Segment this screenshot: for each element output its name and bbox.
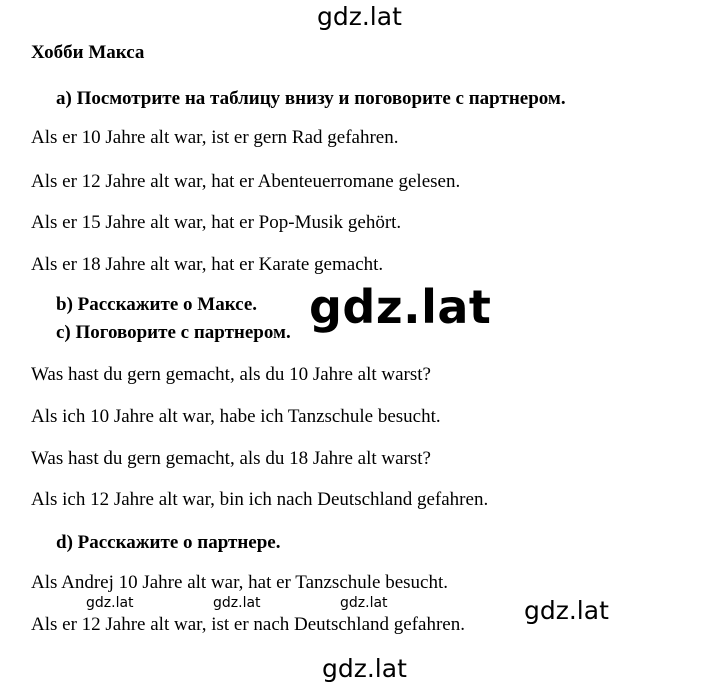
section-c-line: Als ich 10 Jahre alt war, habe ich Tanzschule besucht. [31, 406, 441, 427]
task-c-heading: c) Поговорите с партнером. [56, 322, 291, 343]
task-b-heading: b) Расскажите о Максе. [56, 294, 258, 315]
watermark-small: gdz.lat [213, 595, 261, 611]
section-c-line: Was hast du gern gemacht, als du 10 Jahre alt warst? [31, 364, 431, 385]
task-d-heading: d) Расскажите о партнере. [56, 532, 281, 553]
task-a-heading: а) Посмотрите на таблицу внизу и поговорите с партнером. [56, 88, 566, 109]
watermark-bottom: gdz.lat [322, 654, 407, 683]
watermark-small: gdz.lat [86, 595, 134, 611]
watermark-small: gdz.lat [340, 595, 388, 611]
section-d-line: Als er 12 Jahre alt war, ist er nach Deutschland gefahren. [31, 614, 465, 635]
section-d-line: Als Andrej 10 Jahre alt war, hat er Tanzschule besucht. [31, 572, 449, 593]
watermark-large: gdz.lat [309, 280, 492, 334]
watermark-top: gdz.lat [317, 2, 402, 31]
section-c-line: Als ich 12 Jahre alt war, bin ich nach Deutschland gefahren. [31, 489, 489, 510]
section-a-line: Als er 12 Jahre alt war, hat er Abenteuerromane gelesen. [31, 171, 461, 192]
section-a-line: Als er 18 Jahre alt war, hat er Karate gemacht. [31, 254, 384, 275]
page-title: Хобби Макса [31, 42, 145, 63]
section-a-line: Als er 15 Jahre alt war, hat er Pop-Musik gehört. [31, 212, 402, 233]
section-c-line: Was hast du gern gemacht, als du 18 Jahre alt warst? [31, 448, 431, 469]
section-a-line: Als er 10 Jahre alt war, ist er gern Rad gefahren. [31, 127, 399, 148]
watermark-right: gdz.lat [524, 596, 609, 625]
